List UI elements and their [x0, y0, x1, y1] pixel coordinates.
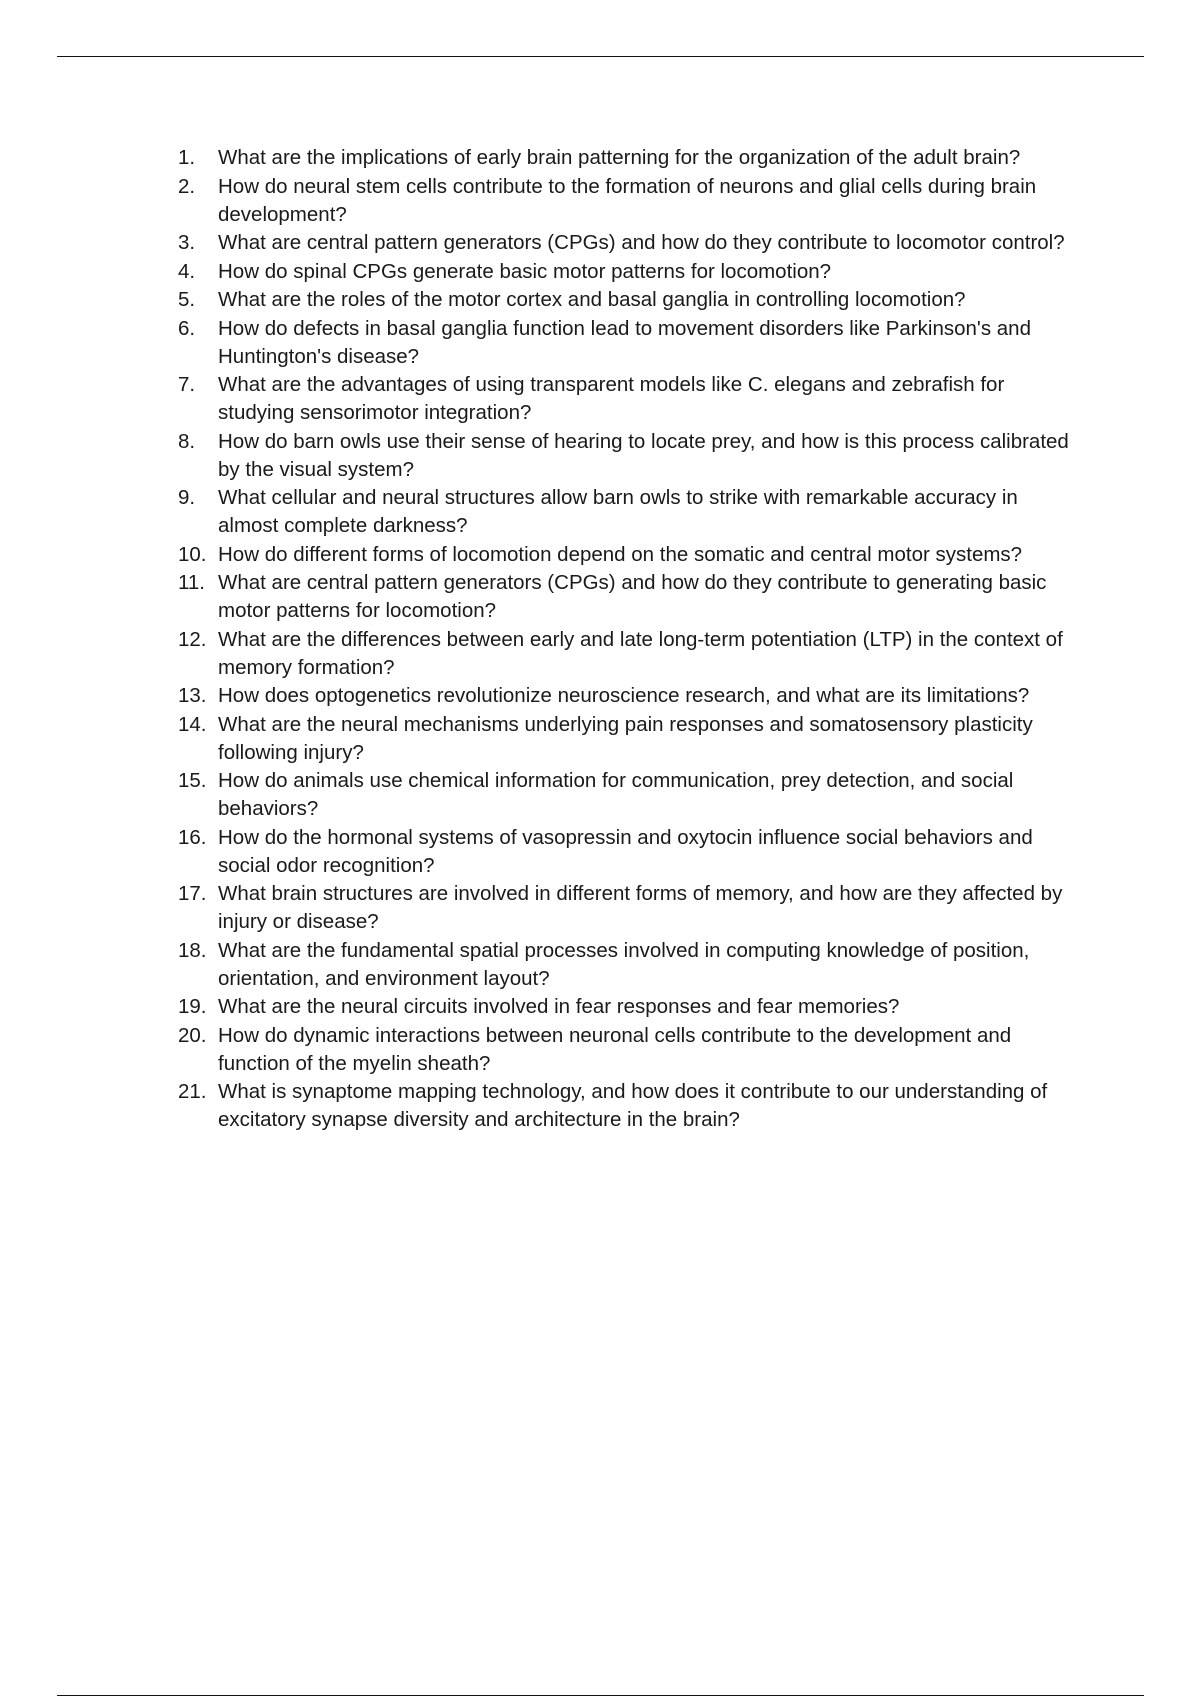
question-item: [178, 258, 1078, 286]
question-number: 16.: [178, 825, 207, 849]
header-rule: [57, 56, 1144, 57]
question-item: [178, 937, 1078, 993]
question-text: What are central pattern generators (CPGs) and how do they contribute to generating basic motor patterns for locomotion?: [218, 571, 1047, 622]
question-item: [178, 229, 1078, 257]
question-item: [178, 993, 1078, 1021]
question-text: How do neural stem cells contribute to the formation of neurons and glial cells during brain development?: [218, 174, 1037, 226]
question-number: 3.: [178, 231, 196, 254]
question-number: 1.: [178, 146, 196, 169]
question-text: What are the advantages of using transparent models like C. elegans and zebrafish for studying sensorimotor integration?: [218, 373, 1005, 424]
question-number: 6.: [178, 316, 196, 340]
question-number: 12.: [178, 627, 207, 651]
question-text: How do animals use chemical information for communication, prey detection, and social behaviors?: [218, 769, 1014, 820]
question-text: What cellular and neural structures allow barn owls to strike with remarkable accuracy in almost complete darkness?: [218, 486, 1018, 537]
question-text: How does optogenetics revolutionize neuroscience research, and what are its limitations?: [218, 684, 1030, 707]
question-item: [178, 286, 1078, 314]
question-item: [178, 1078, 1078, 1134]
question-text: How do dynamic interactions between neuronal cells contribute to the development and function of the myelin sheath?: [218, 1023, 1012, 1075]
question-number: 8.: [178, 429, 196, 453]
question-text: How do spinal CPGs generate basic motor patterns for locomotion?: [218, 259, 832, 283]
question-number: 14.: [178, 712, 207, 736]
question-text: How do defects in basal ganglia function lead to movement disorders like Parkinson's and Huntington's disease?: [218, 316, 1031, 368]
question-text: What brain structures are involved in different forms of memory, and how are they affected by injury or disease?: [218, 882, 1063, 933]
question-number: 5.: [178, 288, 196, 311]
question-number: 17.: [178, 882, 207, 905]
question-text: How do different forms of locomotion depend on the somatic and central motor systems?: [218, 542, 1023, 566]
question-number: 9.: [178, 486, 196, 509]
question-item: [178, 767, 1078, 823]
question-number: 11.: [178, 571, 205, 594]
question-number: 4.: [178, 259, 196, 283]
question-item: [178, 173, 1078, 229]
question-text: What are the neural circuits involved in fear responses and fear memories?: [218, 995, 900, 1018]
question-item: [178, 880, 1078, 936]
question-item: [178, 144, 1078, 172]
question-number: 21.: [178, 1080, 207, 1103]
question-number: 18.: [178, 938, 207, 962]
question-list: [178, 144, 1078, 1135]
question-item: [178, 626, 1078, 682]
question-text: What are the implications of early brain patterning for the organization of the adult brain?: [218, 146, 1021, 169]
question-text: How do the hormonal systems of vasopressin and oxytocin influence social behaviors and social odor recognition?: [218, 825, 1033, 877]
question-text: What is synaptome mapping technology, and how does it contribute to our understanding of excitatory synapse diversity and architecture in the brain?: [218, 1080, 1048, 1131]
question-item: [178, 824, 1078, 880]
question-number: 20.: [178, 1023, 207, 1047]
question-item: [178, 711, 1078, 767]
question-text: What are central pattern generators (CPGs) and how do they contribute to locomotor control?: [218, 231, 1065, 254]
question-number: 13.: [178, 684, 207, 707]
question-item: [178, 315, 1078, 371]
question-number: 15.: [178, 769, 207, 792]
question-item: [178, 1022, 1078, 1078]
question-item: [178, 371, 1078, 427]
question-number: 2.: [178, 174, 196, 198]
question-text: How do barn owls use their sense of hearing to locate prey, and how is this process calibrated by the visual system?: [218, 429, 1069, 481]
footer-rule: [57, 1695, 1144, 1696]
question-item: [178, 682, 1078, 710]
question-item: [178, 428, 1078, 484]
question-number: 19.: [178, 995, 207, 1018]
question-item: [178, 541, 1078, 569]
question-item: [178, 484, 1078, 540]
question-text: What are the fundamental spatial processes involved in computing knowledge of position, orientation, and environment layout?: [218, 938, 1030, 990]
question-text: What are the roles of the motor cortex and basal ganglia in controlling locomotion?: [218, 288, 966, 311]
question-number: 10.: [178, 542, 207, 566]
question-text: What are the neural mechanisms underlying pain responses and somatosensory plasticity following injury?: [218, 712, 1033, 764]
question-item: [178, 569, 1078, 625]
question-number: 7.: [178, 373, 196, 396]
question-text: What are the differences between early and late long-term potentiation (LTP) in the context of memory formation?: [218, 627, 1063, 679]
